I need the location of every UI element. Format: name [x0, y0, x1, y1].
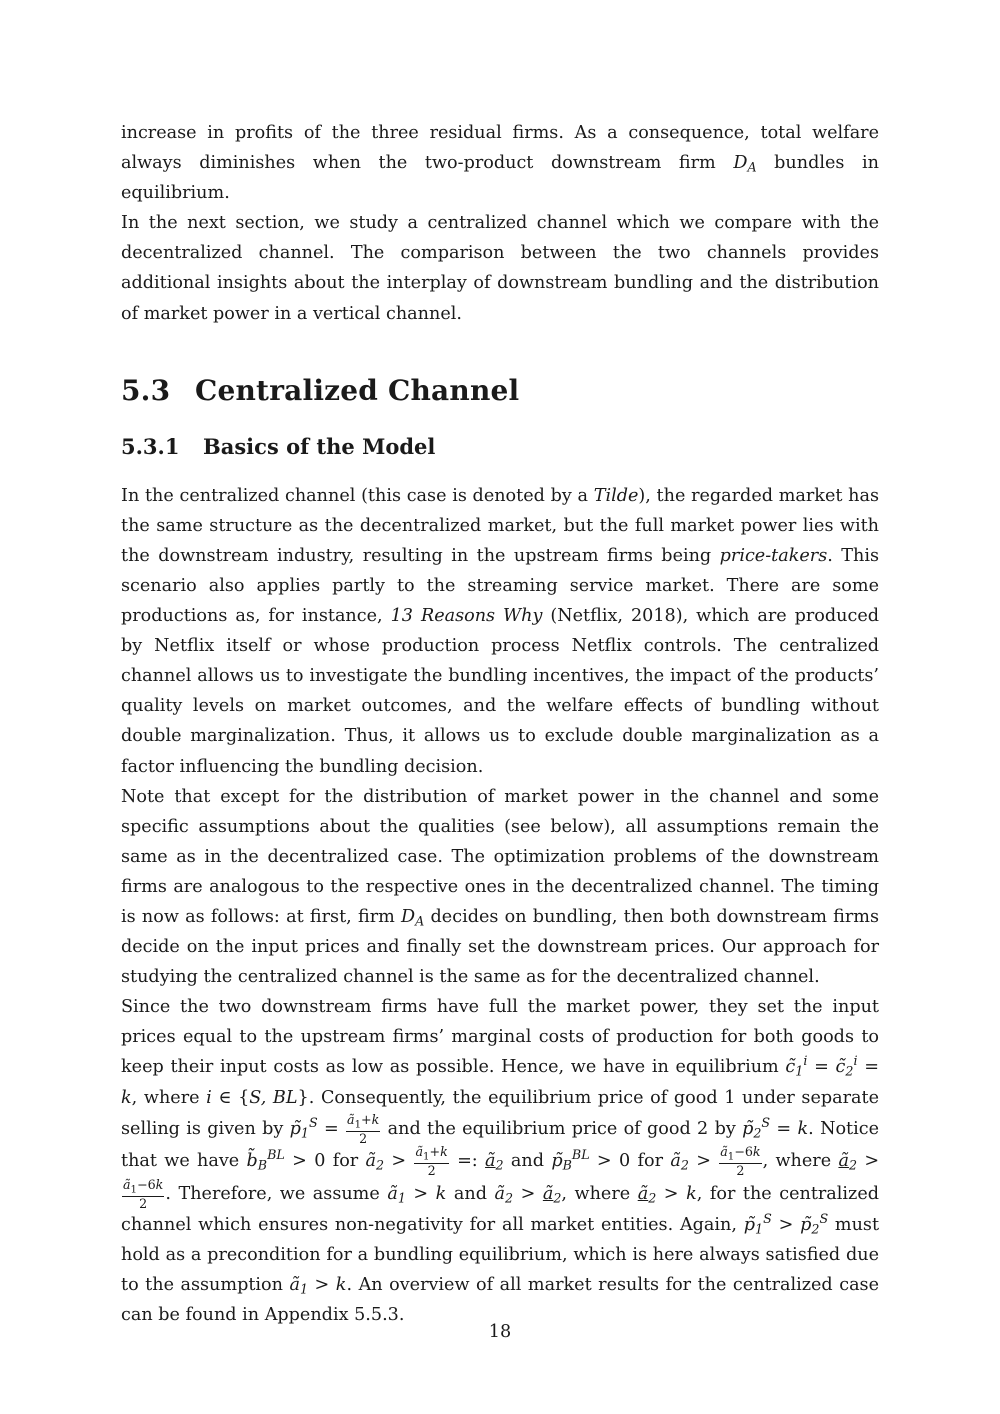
subsection-heading [121, 427, 879, 467]
term-tilde: Tilde [593, 485, 639, 506]
page-number: 18 [488, 1322, 512, 1342]
body-paragraph-1: In the centralized channel (this case is denoted by a Tilde), the regarded market has the same structure as the decentralized market, but the full market power lies with the downstream industry, resulting in the upstream firms being price-takers. This scenario also applies partly to the streaming service market. There are some productions as, for instance, 13 Reasons Why (Netflix, 2018), which are produced by Netflix itself or whose production process Netflix controls. The centralized channel allows us to investigate the bundling incentives, the impact of the products’ quality levels on market outcomes, and the welfare effects of bundling without double marginalization. Thus, it allows us to exclude double marginalization as a factor influencing the bundling decision. [121, 485, 879, 777]
subsection-title: Basics of the Model [203, 433, 436, 459]
section-heading [121, 369, 879, 413]
intro-paragraph-2: In the next section, we study a centralized channel which we compare with the decentralized channel. The comparison between the two channels provides additional insights about the interplay of downstream bundling and the distribution of market power in a vertical channel. [121, 213, 879, 324]
math-firm-da-2: $D_A$ [401, 906, 425, 929]
math-price-good-2: $p̃_2^S = k$ [742, 1114, 809, 1141]
page-content [121, 118, 879, 1330]
math-assume-a2: $ã_2$ > $ã_2$ [494, 1183, 562, 1206]
math-cond-a2-1: $ã_2$ > $\frac{ã_1+k}{2}$ =: $ã_2$ [365, 1144, 504, 1179]
subsection-number: 5.3.1 [121, 433, 180, 459]
math-bundle-p: $p̃_B^{BL} > 0$ [551, 1147, 631, 1173]
term-price-takers: price-takers [719, 545, 828, 566]
math-cond-a2-2: $ã_2$ > $\frac{ã_1-6k}{2}$ [670, 1144, 761, 1179]
math-firm-da: $D_A$ [733, 153, 757, 175]
body-paragraph-2: Note that except for the distribution of market power in the channel and some specific assumptions about the qualities (see below), all assumptions remain the same as in the decentralized case. The optimization problems of the downstream firms are analogous to the respective ones in the decentralized channel. The timing is now as follows: at first, firm $D_A$ decides on bundling, then both downstream firms decide on the input prices and finally set the downstream prices. Our approach for studying the centralized channel is the same as for the decentralized channel. [121, 786, 879, 988]
math-assume-a1: $ã_1 > k$ [387, 1183, 447, 1206]
math-bundle-b: $b̃_B^{BL} > 0$ [246, 1147, 326, 1173]
intro-paragraph-1: increase in profits of the three residual firms. As a consequence, total welfare always diminishes when the two-product downstream firm $D_A$ bundles in equilibrium. [121, 123, 879, 204]
math-assume-a1-2: $ã_1 > k$ [289, 1275, 347, 1297]
math-cond-a2-3: $ã_2$ > $\frac{ã_1-6k}{2}$ [123, 1151, 880, 1211]
math-precondition: $p̃_1^S$ > $p̃_2^S$ [743, 1211, 829, 1237]
body-paragraph-3: Since the two downstream firms have full the market power, they set the input prices equal to the upstream firms’ marginal costs of production for both goods to keep their input costs as low as possible. Hence, we have in equilibrium $c̃_1^i$ = $c̃_2^i = k$, where i ∈ {S, BL}. Consequently, the equilibrium price of good 1 under separate selling is given by $p̃_1^S$ = $\frac{ã_1+k}{2}$ and the equilibrium price of good 2 by $p̃_2^S = k$. Notice that we have $b̃_B^{BL} > 0$ for $ã_2$ > $\frac{ã_1+k}{2}$ =: $ã_2$ and $p̃_B^{BL} > 0$ for $ã_2$ > $\frac{ã_1-6k}{2}$ , where $ã_2$ > $\frac{ã_1-6k}{2}$ . Therefore, we assume $ã_1 > k$ and $ã_2$ > $ã_2$, where $ã_2 > k$, for the centralized channel which ensures non-negativity for all market entities. Again, $p̃_1^S$ > $p̃_2^S$ must hold as a precondition for a bundling equilibrium, which is here always satisfied due to the assumption $ã_1 > k$. An overview of all market results for the centralized case can be found in Appendix 5.5.3. [121, 997, 880, 1326]
work-title: 13 Reasons Why [390, 606, 543, 627]
math-assume-a2-k: $ã_2 > k$ [637, 1183, 697, 1206]
math-index-set: i ∈ {S, BL} [206, 1087, 309, 1108]
section-title: Centralized Channel [195, 373, 520, 407]
section-number: 5.3 [121, 373, 171, 407]
math-price-good-1: $p̃_1^S$ = $\frac{ã_1+k}{2}$ [289, 1111, 380, 1146]
math-input-prices: $c̃_1^i$ = $c̃_2^i = k$ [121, 1053, 879, 1108]
